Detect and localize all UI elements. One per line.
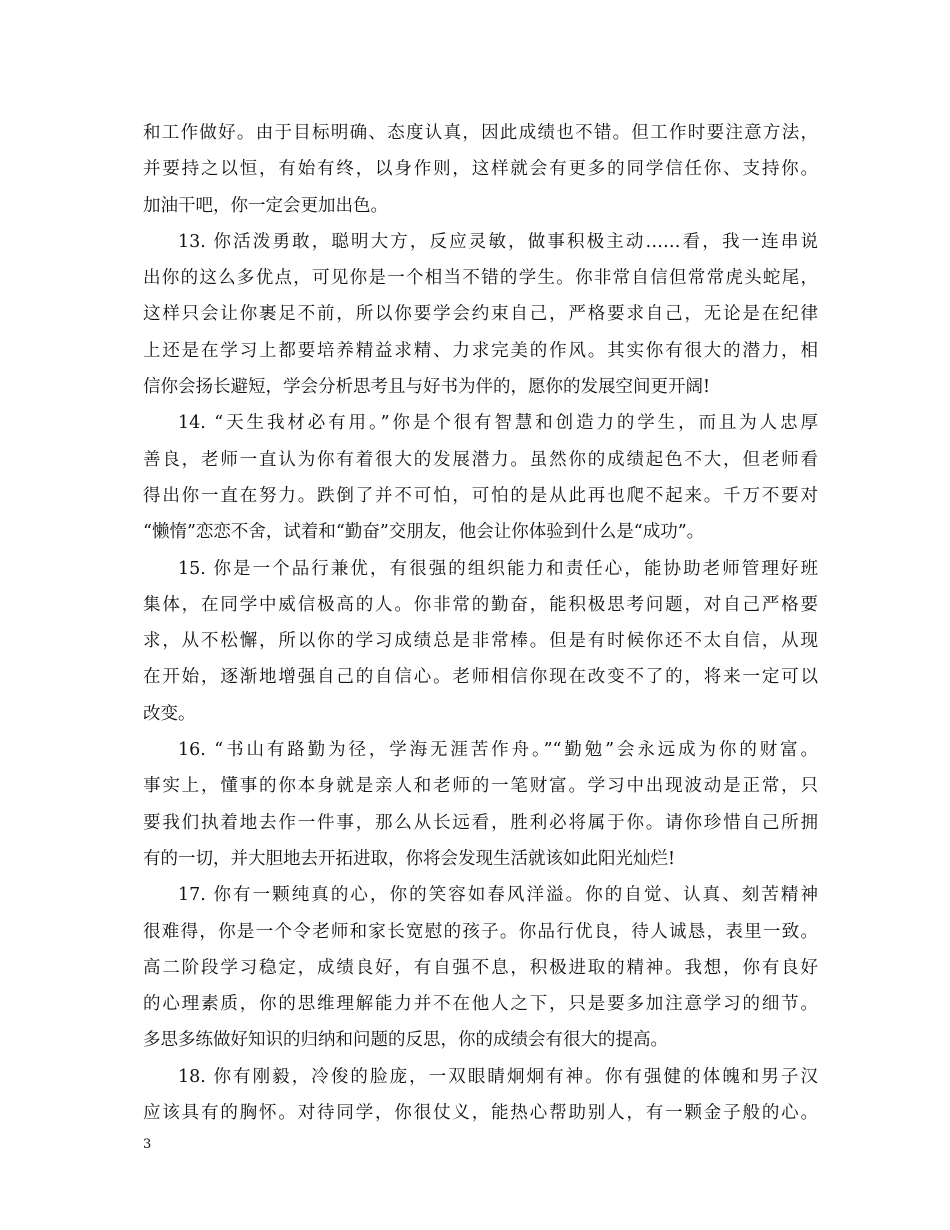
- text-line: 14. “天生我材必有用。”你是个很有智慧和创造力的学生，而且为人忠厚: [178, 413, 818, 434]
- text-line: 的心理素质，你的思维理解能力并不在他人之下，只是要多加注意学习的细节。: [143, 994, 818, 1015]
- text-line: 很难得，你是一个令老师和家长宽慰的孩子。你品行优良，待人诚恳，表里一致。: [143, 921, 818, 942]
- text-line: 并要持之以恒，有始有终，以身作则，这样就会有更多的同学信任你、支持你。: [143, 159, 818, 180]
- text-line: 15. 你是一个品行兼优，有很强的组织能力和责任心，能协助老师管理好班: [178, 558, 818, 579]
- text-line: 求，从不松懈，所以你的学习成绩总是非常棒。但是有时候你还不太自信，从现: [143, 631, 818, 652]
- text-line: 事实上，懂事的你本身就是亲人和老师的一笔财富。学习中出现波动是正常，只: [143, 776, 818, 797]
- body-text: [143, 115, 818, 1131]
- text-line: 有的一切，并大胆地去开拓进取，你将会发现生活就该如此阳光灿烂!: [143, 848, 676, 869]
- text-line: 上还是在学习上都要培养精益求精、力求完美的作风。其实你有很大的潜力，相: [143, 340, 818, 361]
- text-line: 高二阶段学习稳定，成绩良好，有自强不息，积极进取的精神。我想，你有良好: [143, 957, 818, 978]
- text-line: 得出你一直在努力。跌倒了并不可怕，可怕的是从此再也爬不起来。千万不要对: [143, 485, 818, 506]
- text-line: 善良，老师一直认为你有着很大的发展潜力。虽然你的成绩起色不大，但老师看: [143, 449, 818, 470]
- text-line: 18. 你有刚毅，冷俊的脸庞，一双眼睛炯炯有神。你有强健的体魄和男子汉: [178, 1066, 818, 1087]
- text-line: 13. 你活泼勇敢，聪明大方，反应灵敏，做事积极主动……看，我一连串说: [178, 231, 818, 252]
- text-line: 在开始，逐渐地增强自己的自信心。老师相信你现在改变不了的，将来一定可以: [143, 667, 818, 688]
- text-line: 加油干吧，你一定会更加出色。: [143, 195, 388, 216]
- text-line: 要我们执着地去作一件事，那么从长远看，胜利必将属于你。请你珍惜自己所拥: [143, 812, 818, 833]
- text-line: 应该具有的胸怀。对待同学，你很仗义，能热心帮助别人，有一颗金子般的心。: [143, 1103, 818, 1124]
- text-line: 出你的这么多优点，可见你是一个相当不错的学生。你非常自信但常常虎头蛇尾，: [143, 268, 818, 289]
- text-line: 16. “书山有路勤为径，学海无涯苦作舟。”“勤勉”会永远成为你的财富。: [178, 740, 818, 761]
- text-line: “懒惰”恋恋不舍，试着和“勤奋”交朋友，他会让你体验到什么是“成功”。: [143, 522, 705, 543]
- text-line: 17. 你有一颗纯真的心，你的笑容如春风洋溢。你的自觉、认真、刻苦精神: [178, 885, 818, 906]
- text-line: 这样只会让你裹足不前，所以你要学会约束自己，严格要求自己，无论是在纪律: [143, 304, 818, 325]
- text-line: 改变。: [143, 703, 196, 724]
- text-line: 集体，在同学中威信极高的人。你非常的勤奋，能积极思考问题，对自己严格要: [143, 594, 818, 615]
- page-number: 3: [143, 1137, 152, 1152]
- text-line: 信你会扬长避短，学会分析思考且与好书为伴的，愿你的发展空间更开阔!: [143, 377, 711, 398]
- text-line: 多思多练做好知识的归纳和问题的反思，你的成绩会有很大的提高。: [143, 1030, 668, 1051]
- text-line: 和工作做好。由于目标明确、态度认真，因此成绩也不错。但工作时要注意方法，: [143, 123, 818, 143]
